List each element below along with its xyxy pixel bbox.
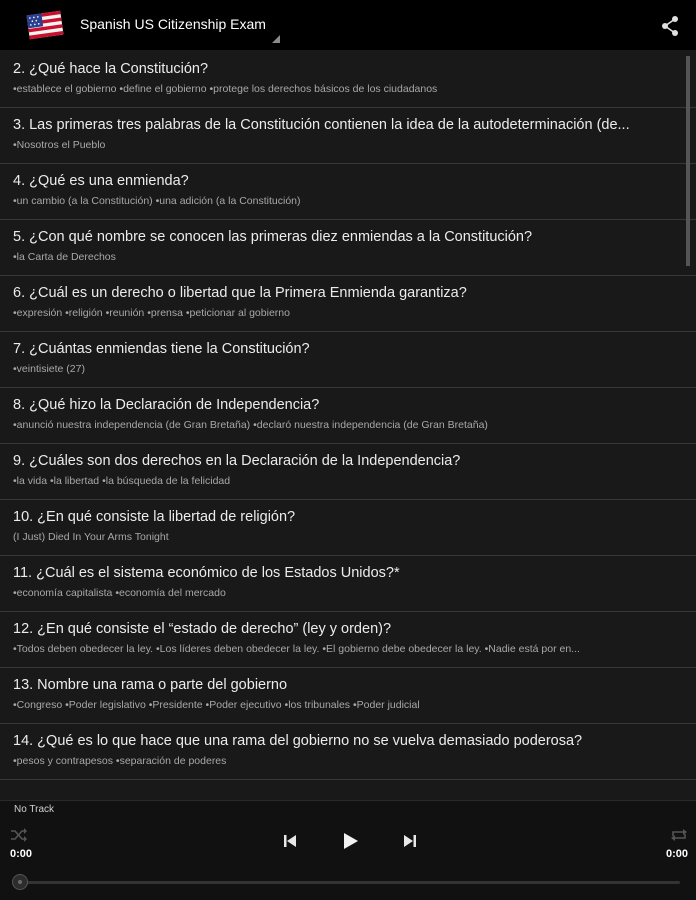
answer-text: •la vida •la libertad •la búsqueda de la felicidad <box>13 475 231 487</box>
question-text: 4. ¿Qué es una enmienda? <box>13 173 189 189</box>
next-track-icon[interactable] <box>402 833 418 849</box>
answer-text: •Todos deben obedecer la ley. •Los líderes deben obedecer la ley. •El gobierno debe obedecer la ley. •Nadie está por en... <box>13 643 580 655</box>
question-text: 2. ¿Qué hace la Constitución? <box>13 61 209 77</box>
question-row[interactable] <box>0 500 696 556</box>
answer-text: •expresión •religión •reunión •prensa •peticionar al gobierno <box>13 307 290 319</box>
answer-text: •pesos y contrapesos •separación de poderes <box>13 755 227 767</box>
question-row[interactable] <box>0 276 696 332</box>
shuffle-icon[interactable] <box>10 827 28 843</box>
answer-text: •veintisiete (27) <box>13 363 85 375</box>
answer-text: •economía capitalista •economía del mercado <box>13 587 226 599</box>
question-row[interactable] <box>0 444 696 500</box>
question-text: 13. Nombre una rama o parte del gobierno <box>13 677 288 693</box>
question-text: 5. ¿Con qué nombre se conocen las primeras diez enmiendas a la Constitución? <box>13 229 533 245</box>
question-list[interactable] <box>0 52 696 800</box>
question-text: 9. ¿Cuáles son dos derechos en la Declaración de la Independencia? <box>13 453 461 469</box>
question-row[interactable] <box>0 556 696 612</box>
play-icon[interactable] <box>340 831 360 851</box>
seek-thumb[interactable] <box>12 874 28 890</box>
question-text: 6. ¿Cuál es un derecho o libertad que la Primera Enmienda garantiza? <box>13 285 467 301</box>
answer-text: (I Just) Died In Your Arms Tonight <box>13 531 169 543</box>
question-row[interactable] <box>0 220 696 276</box>
app-title[interactable]: Spanish US Citizenship Exam <box>80 16 266 32</box>
repeat-icon[interactable] <box>670 827 688 843</box>
duration-time: 0:00 <box>666 848 689 860</box>
previous-track-icon[interactable] <box>282 833 298 849</box>
elapsed-time: 0:00 <box>10 848 33 860</box>
action-bar <box>0 0 696 50</box>
answer-text: •anunció nuestra independencia (de Gran Bretaña) •declaró nuestra independencia (de Gran Bretaña) <box>13 419 488 431</box>
audio-player <box>0 800 696 900</box>
question-row[interactable] <box>0 724 696 780</box>
question-row[interactable] <box>0 108 696 164</box>
question-text: 11. ¿Cuál es el sistema económico de los Estados Unidos?* <box>13 565 400 581</box>
question-row[interactable] <box>0 612 696 668</box>
answer-text: •establece el gobierno •define el gobierno •protege los derechos básicos de los ciudadanos <box>13 83 438 95</box>
track-name: No Track <box>14 804 55 815</box>
question-row[interactable] <box>0 668 696 724</box>
answer-text: •la Carta de Derechos <box>13 251 116 263</box>
question-row[interactable] <box>0 52 696 108</box>
answer-text: •Congreso •Poder legislativo •Presidente •Poder ejecutivo •los tribunales •Poder judicial <box>13 699 420 711</box>
question-row[interactable] <box>0 164 696 220</box>
seek-bar[interactable] <box>20 881 680 884</box>
question-text: 14. ¿Qué es lo que hace que una rama del gobierno no se vuelva demasiado poderosa? <box>13 733 583 749</box>
question-row[interactable] <box>0 388 696 444</box>
question-row[interactable] <box>0 332 696 388</box>
question-text: 12. ¿En qué consiste el “estado de derecho” (ley y orden)? <box>13 621 392 637</box>
scrollbar-indicator <box>686 56 690 266</box>
answer-text: •un cambio (a la Constitución) •una adición (a la Constitución) <box>13 195 301 207</box>
title-dropdown-indicator-icon[interactable] <box>272 35 280 43</box>
question-text: 8. ¿Qué hizo la Declaración de Independencia? <box>13 397 320 413</box>
us-flag-icon[interactable] <box>26 6 64 44</box>
share-icon[interactable] <box>659 15 681 37</box>
question-text: 3. Las primeras tres palabras de la Constitución contienen la idea de la autodeterminación (de... <box>13 117 630 133</box>
answer-text: •Nosotros el Pueblo <box>13 139 106 151</box>
question-text: 10. ¿En qué consiste la libertad de religión? <box>13 509 296 525</box>
question-text: 7. ¿Cuántas enmiendas tiene la Constitución? <box>13 341 310 357</box>
